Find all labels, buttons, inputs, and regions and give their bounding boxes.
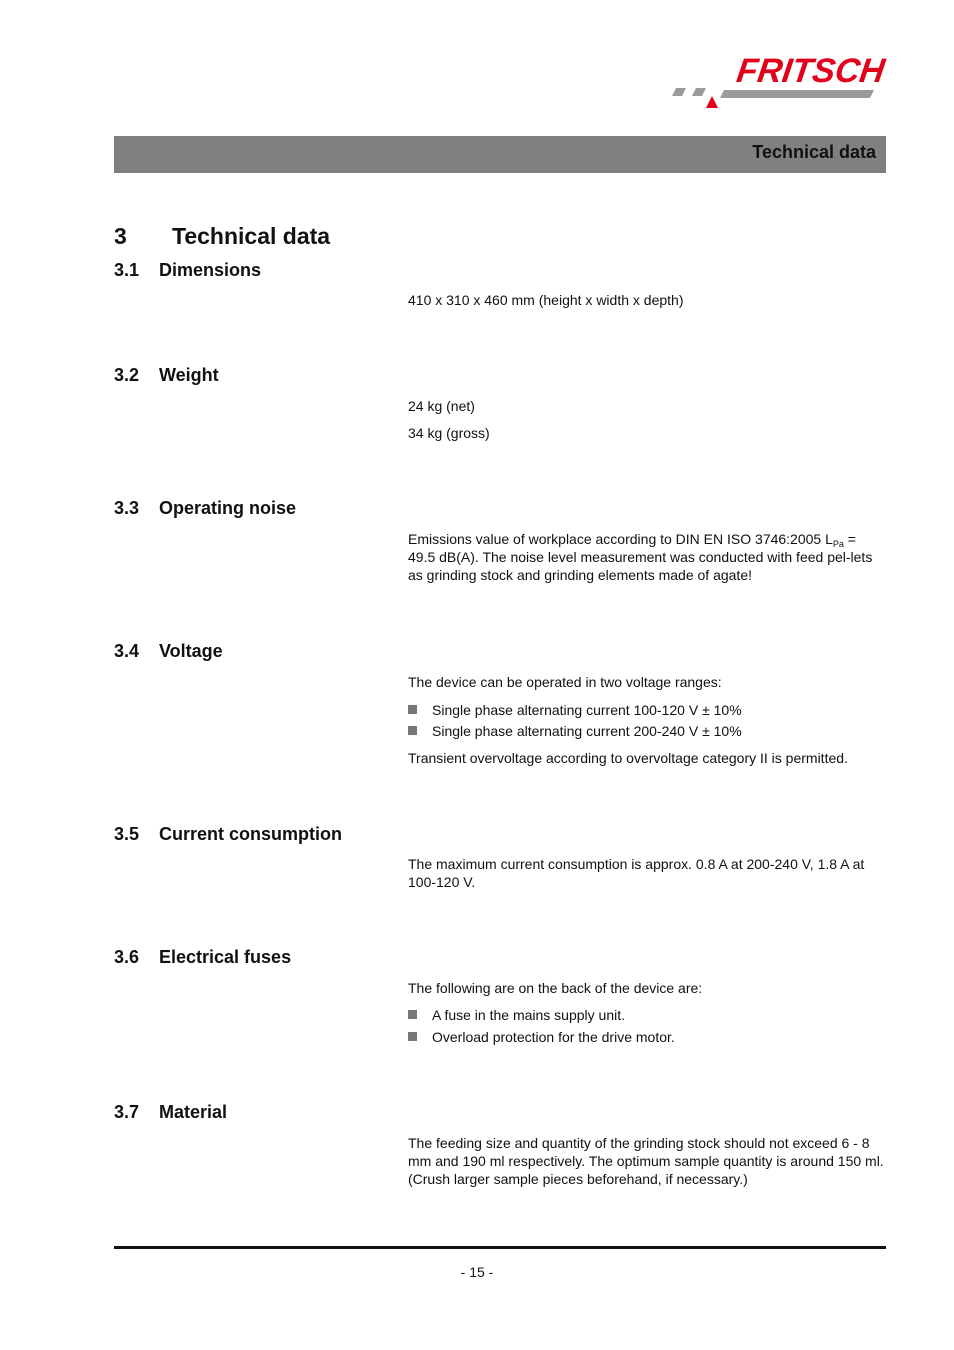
weight-gross: 34 kg (gross)	[408, 425, 490, 441]
section-title: Voltage	[159, 641, 223, 661]
section-title: Operating noise	[159, 498, 297, 518]
section-number: 3.7	[114, 1102, 140, 1122]
header-title: Technical data	[752, 142, 876, 162]
noise-text: Emissions value of workplace according to DIN EN ISO 3746:2005 $L_{Pa} = 49.5$ dB(A). The noise level measurement was conducted with feed pel-lets as grinding stock and grinding elements made of agate!	[408, 531, 873, 583]
section-number: 3.3	[114, 498, 140, 518]
section-heading-operating-noise	[114, 498, 296, 519]
dimensions-text: 410 x 310 x 460 mm (height x width x depth)	[408, 292, 684, 308]
section-heading-weight	[114, 365, 219, 386]
section-number: 3.2	[114, 365, 140, 385]
current-consumption-text: The maximum current consumption is approx. 0.8 A at 200-240 V, 1.8 A at 100-120 V.	[408, 856, 865, 890]
section-heading-dimensions	[114, 260, 261, 281]
bullet-square-icon	[408, 1010, 417, 1019]
fritsch-logo	[668, 52, 888, 112]
fuses-intro: The following are on the back of the device are:	[408, 980, 703, 996]
section-title: Dimensions	[159, 260, 262, 280]
voltage-outro: Transient overvoltage according to overvoltage category II is permitted.	[408, 750, 848, 766]
section-heading-electrical-fuses	[114, 947, 291, 968]
section-heading-material	[114, 1102, 227, 1123]
section-title: Weight	[159, 365, 219, 385]
section-number: 3.1	[114, 260, 140, 280]
section-heading-current-consumption	[114, 824, 342, 845]
logo-wordmark: FRITSCH	[734, 52, 887, 90]
section-number: 3.6	[114, 947, 140, 967]
material-text: The feeding size and quantity of the grinding stock should not exceed 6 - 8 mm and 190 ml respectively. The optimum sample quantity is around 150 ml. (Crush larger sample pieces beforehand, if necessary.)	[408, 1135, 884, 1187]
weight-net: 24 kg (net)	[408, 398, 475, 414]
chapter-number: 3	[114, 223, 127, 249]
list-item: Single phase alternating current 100-120 V ± 10%	[408, 701, 742, 719]
page-number: - 15 -	[460, 1264, 494, 1280]
bullet-square-icon	[408, 1032, 417, 1041]
list-item: Overload protection for the drive motor.	[408, 1028, 675, 1046]
section-title: Current consumption	[159, 824, 342, 844]
section-title: Material	[159, 1102, 228, 1122]
list-item: A fuse in the mains supply unit.	[408, 1006, 625, 1024]
running-header	[114, 136, 886, 173]
bullet-square-icon	[408, 726, 417, 735]
footer-rule	[114, 1246, 886, 1249]
section-heading-voltage	[114, 641, 223, 662]
list-item: Single phase alternating current 200-240 V ± 10%	[408, 722, 742, 740]
voltage-intro: The device can be operated in two voltage ranges:	[408, 674, 722, 690]
bullet-square-icon	[408, 705, 417, 714]
section-number: 3.5	[114, 824, 140, 844]
chapter-title: Technical data	[172, 223, 331, 249]
section-title: Electrical fuses	[159, 947, 292, 967]
chapter-heading	[114, 223, 330, 250]
section-number: 3.4	[114, 641, 140, 661]
